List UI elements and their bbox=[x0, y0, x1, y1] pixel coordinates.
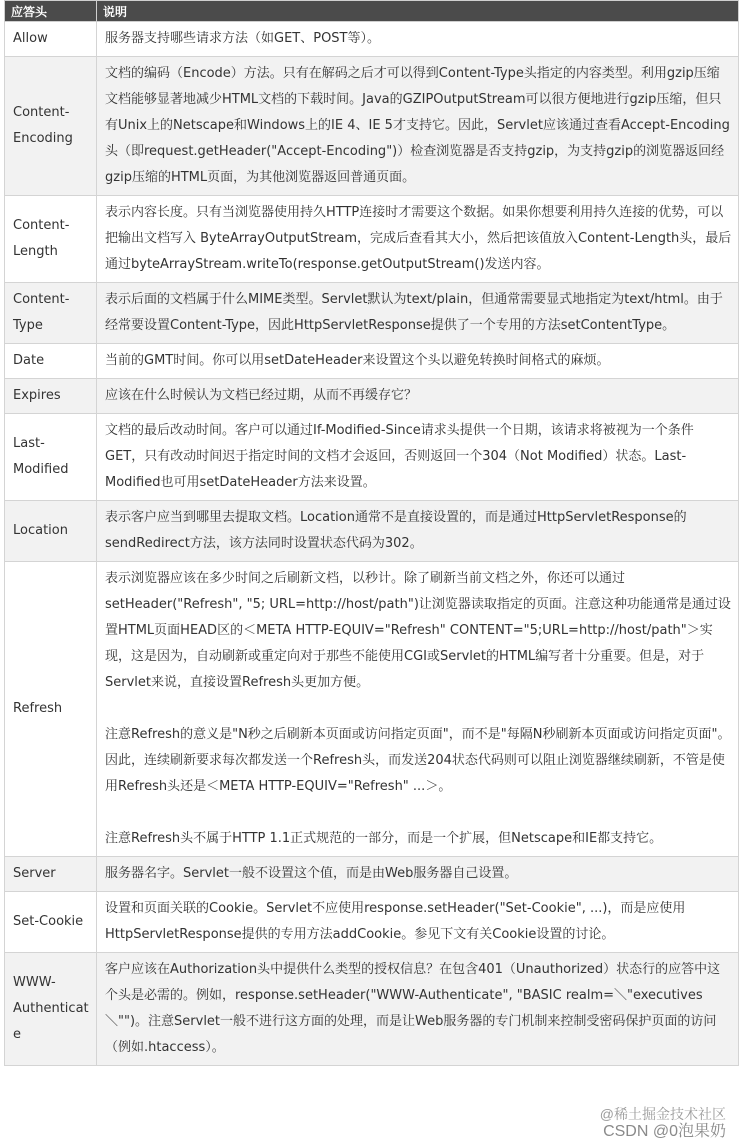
header-name-cell: Server bbox=[5, 857, 97, 892]
header-description-cell bbox=[97, 57, 739, 196]
table-row bbox=[5, 283, 739, 344]
description-paragraph: 表示内容长度。只有当浏览器使用持久HTTP连接时才需要这个数据。如果你想要利用持久连接的优势，可以把输出文档写入 ByteArrayOutputStream，完成后查看其大小，然后把该值放入Content-Length头，最后通过byteArrayStream.writeTo(response.getOutputStream()发送内容。 bbox=[105, 205, 732, 272]
header-name-cell: Location bbox=[5, 501, 97, 562]
table-row bbox=[5, 196, 739, 283]
description-paragraph: 当前的GMT时间。你可以用setDateHeader来设置这个头以避免转换时间格式的麻烦。 bbox=[105, 353, 610, 368]
watermark-juejin: @稀土掘金技术社区 bbox=[599, 1106, 726, 1122]
description-paragraph: 文档的编码（Encode）方法。只有在解码之后才可以得到Content-Type头指定的内容类型。利用gzip压缩文档能够显著地减少HTML文档的下载时间。Java的GZIPOutputStream可以很方便地进行gzip压缩，但只有Unix上的Netscape和Windows上的IE 4、IE 5才支持它。因此，Servlet应该通过查看Accept-Encoding头（即request.getHeader("Accept-Encoding")）检查浏览器是否支持gzip，为支持gzip的浏览器返回经gzip压缩的HTML页面，为其他浏览器返回普通页面。 bbox=[105, 66, 730, 185]
header-description-cell bbox=[97, 22, 739, 57]
table-row bbox=[5, 892, 739, 953]
header-description-cell bbox=[97, 196, 739, 283]
table-row bbox=[5, 953, 739, 1066]
watermark bbox=[600, 1105, 726, 1141]
header-name-cell: Refresh bbox=[5, 562, 97, 857]
header-name-cell: WWW-Authenticate bbox=[5, 953, 97, 1066]
header-description-cell bbox=[97, 953, 739, 1066]
table-row bbox=[5, 22, 739, 57]
description-paragraph: 注意Refresh头不属于HTTP 1.1正式规范的一部分，而是一个扩展，但Netscape和IE都支持它。 bbox=[105, 831, 663, 846]
header-name-cell: Content-Length bbox=[5, 196, 97, 283]
watermark-csdn: CSDN @0泡果奶 bbox=[603, 1123, 726, 1140]
table-row bbox=[5, 501, 739, 562]
http-response-headers-table bbox=[4, 0, 739, 1066]
description-paragraph: 设置和页面关联的Cookie。Servlet不应使用response.setHeader("Set-Cookie", ...)，而是应使用HttpServletResponse提供的专用方法addCookie。参见下文有关Cookie设置的讨论。 bbox=[105, 901, 686, 942]
description-paragraph: 文档的最后改动时间。客户可以通过If-Modified-Since请求头提供一个日期，该请求将被视为一个条件GET，只有改动时间迟于指定时间的文档才会返回，否则返回一个304（Not Modified）状态。Last-Modified也可用setDateHeader方法来设置。 bbox=[105, 423, 694, 490]
description-paragraph: 服务器名字。Servlet一般不设置这个值，而是由Web服务器自己设置。 bbox=[105, 866, 518, 881]
header-description-cell bbox=[97, 892, 739, 953]
description-paragraph: 表示客户应当到哪里去提取文档。Location通常不是直接设置的，而是通过HttpServletResponse的sendRedirect方法，该方法同时设置状态代码为302。 bbox=[105, 510, 687, 551]
description-paragraph: 服务器支持哪些请求方法（如GET、POST等）。 bbox=[105, 31, 380, 46]
column-header-name: 应答头 bbox=[5, 1, 97, 22]
header-name-cell: Last-Modified bbox=[5, 414, 97, 501]
table-row bbox=[5, 344, 739, 379]
table-header-row bbox=[5, 1, 739, 22]
table-row bbox=[5, 562, 739, 857]
header-description-cell bbox=[97, 501, 739, 562]
header-name-cell: Content-Encoding bbox=[5, 57, 97, 196]
header-description-cell bbox=[97, 379, 739, 414]
header-name-cell: Content-Type bbox=[5, 283, 97, 344]
header-description-cell bbox=[97, 414, 739, 501]
header-name-cell: Allow bbox=[5, 22, 97, 57]
header-description-cell bbox=[97, 562, 739, 857]
table-row bbox=[5, 379, 739, 414]
table-row bbox=[5, 414, 739, 501]
header-name-cell: Set-Cookie bbox=[5, 892, 97, 953]
description-paragraph: 客户应该在Authorization头中提供什么类型的授权信息？在包含401（Unauthorized）状态行的应答中这个头是必需的。例如，response.setHeader("WWW-Authenticate", "BASIC realm=＼"executives＼"")。注意Servlet一般不进行这方面的处理，而是让Web服务器的专门机制来控制受密码保护页面的访问（例如.htaccess）。 bbox=[105, 962, 721, 1055]
description-paragraph: 表示后面的文档属于什么MIME类型。Servlet默认为text/plain，但通常需要显式地指定为text/html。由于经常要设置Content-Type，因此HttpServletResponse提供了一个专用的方法setContentType。 bbox=[105, 292, 723, 333]
header-description-cell bbox=[97, 283, 739, 344]
header-name-cell: Date bbox=[5, 344, 97, 379]
table-row bbox=[5, 857, 739, 892]
table-row bbox=[5, 57, 739, 196]
column-header-description: 说明 bbox=[97, 1, 739, 22]
description-paragraph: 表示浏览器应该在多少时间之后刷新文档，以秒计。除了刷新当前文档之外，你还可以通过setHeader("Refresh", "5; URL=http://host/path")让浏览器读取指定的页面。注意这种功能通常是通过设置HTML页面HEAD区的＜META HTTP-EQUIV="Refresh" CONTENT="5;URL=http://host/path"＞实现，这是因为，自动刷新或重定向对于那些不能使用CGI或Servlet的HTML编写者十分重要。但是，对于Servlet来说，直接设置Refresh头更加方便。 bbox=[105, 571, 731, 690]
description-paragraph: 注意Refresh的意义是"N秒之后刷新本页面或访问指定页面"，而不是"每隔N秒刷新本页面或访问指定页面"。因此，连续刷新要求每次都发送一个Refresh头，而发送204状态代码则可以阻止浏览器继续刷新，不管是使用Refresh头还是＜META HTTP-EQUIV="Refresh" ...＞。 bbox=[105, 727, 731, 794]
description-paragraph: 应该在什么时候认为文档已经过期，从而不再缓存它？ bbox=[105, 388, 418, 403]
header-description-cell bbox=[97, 344, 739, 379]
table-body bbox=[5, 22, 739, 1066]
header-name-cell: Expires bbox=[5, 379, 97, 414]
header-description-cell bbox=[97, 857, 739, 892]
